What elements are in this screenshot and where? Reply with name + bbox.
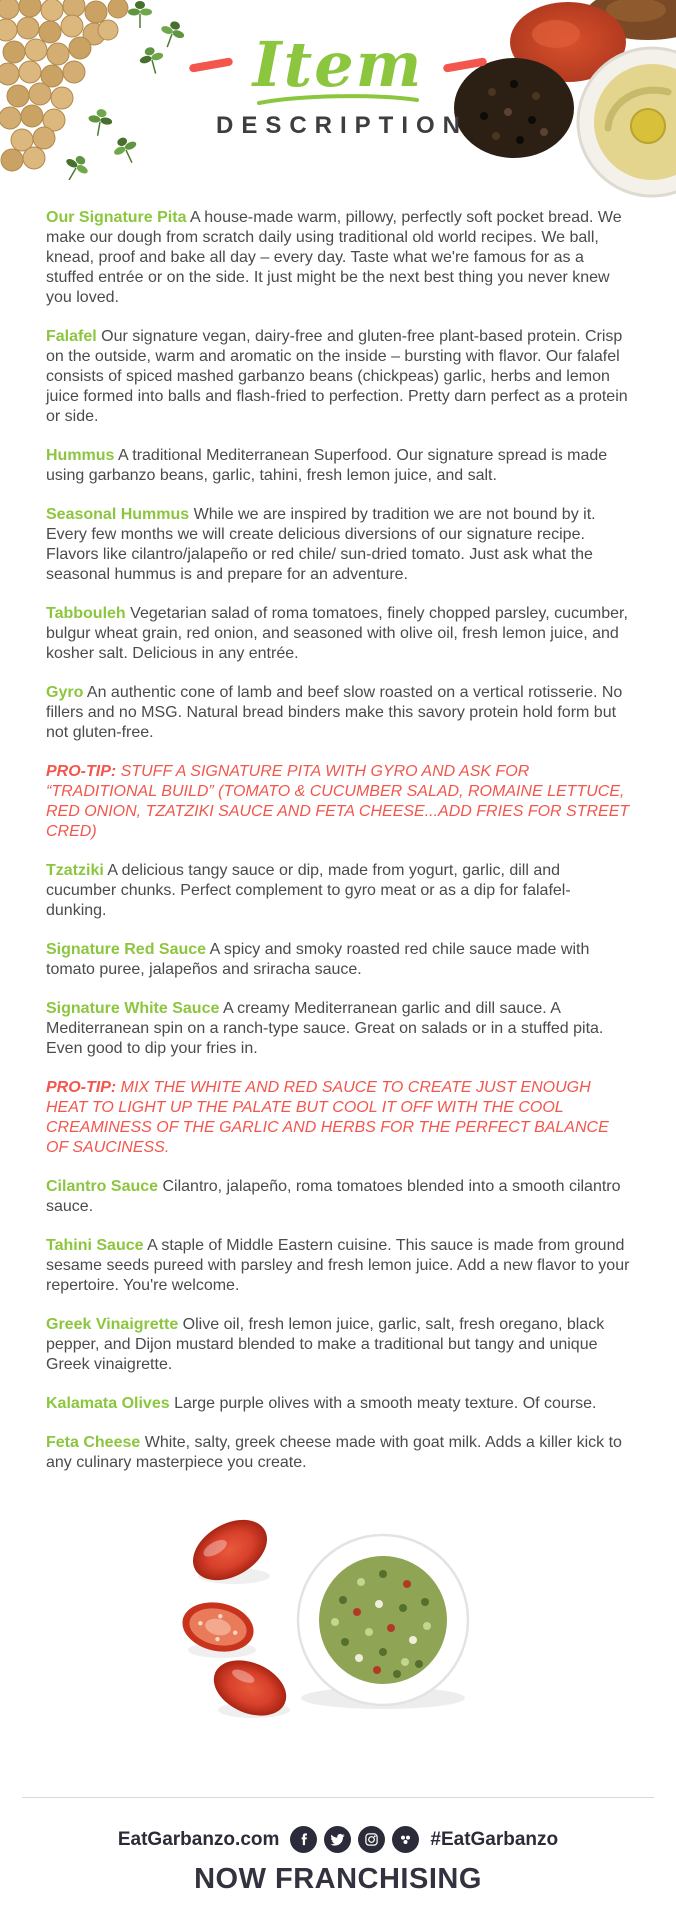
header	[0, 0, 676, 208]
item-description: White, salty, greek cheese made with goat milk. Adds a killer kick to any culinary masterpiece you create.	[46, 1434, 622, 1471]
footer-divider	[22, 1797, 654, 1798]
menu-item	[46, 999, 630, 1059]
item-name: Our Signature Pita	[46, 209, 187, 226]
item-name: Cilantro Sauce	[46, 1178, 159, 1195]
item-description: A traditional Mediterranean Superfood. Our signature spread is made using garbanzo beans, garlic, tahini, fresh lemon juice, and salt.	[46, 447, 608, 484]
item-description: Olive oil, fresh lemon juice, garlic, salt, fresh oregano, black pepper, and Dijon mustard blended to make a traditional but tangy and unique Greek vinaigrette.	[46, 1316, 605, 1373]
menu-item	[46, 327, 630, 427]
item-name: Signature White Sauce	[46, 1000, 220, 1017]
title-block	[0, 28, 676, 140]
item-description: An authentic cone of lamb and beef slow roasted on a vertical rotisserie. No fillers and no MSG. Natural bread binders make this savory protein hold form but not gluten-free.	[46, 684, 623, 741]
item-name: Falafel	[46, 328, 97, 345]
item-description: A staple of Middle Eastern cuisine. This sauce is made from ground sesame seeds pureed with parsley and fresh lemon juice. Add a new flavor to your repertoire. You're welcome.	[46, 1237, 630, 1294]
menu-item	[46, 1394, 630, 1414]
item-name: Feta Cheese	[46, 1434, 141, 1451]
item-description: A house-made warm, pillowy, perfectly soft pocket bread. We make our dough from scratch daily using traditional old world recipes. We ball, knead, proof and bake all day – every day. Taste what we're famous for as a stuffed entrée or on the side. It just might be the next best thing you never knew you loved.	[46, 209, 622, 306]
item-description: Vegetarian salad of roma tomatoes, finely chopped parsley, cucumber, bulgur wheat grain, red onion, and seasoned with olive oil, fresh lemon juice, and kosher salt. Delicious in any entrée.	[46, 605, 628, 662]
menu-item	[46, 683, 630, 743]
menu-item	[46, 1433, 630, 1473]
item-description: A creamy Mediterranean garlic and dill sauce. A Mediterranean spin on a ranch-type sauce. Great on salads or in a stuffed pita. Even good to dip your fries in.	[46, 1000, 604, 1057]
item-description: Our signature vegan, dairy-free and gluten-free plant-based protein. Crisp on the outside, warm and aromatic on the inside – bursting with flavor. Our falafel consists of spiced mashed garbanzo beans (chickpeas) garlic, herbs and lemon juice formed into balls and flash-fried to perfection. Pretty darn perfect as a protein or side.	[46, 328, 628, 425]
menu-item	[46, 940, 630, 980]
item-description: A spicy and smoky roasted red chile sauce made with tomato puree, jalapeños and sriracha sauce.	[46, 941, 590, 978]
menu-item	[46, 1236, 630, 1296]
menu-item	[46, 208, 630, 308]
instagram-icon[interactable]	[358, 1826, 385, 1853]
item-name: Hummus	[46, 447, 115, 464]
hashtag: #EatGarbanzo	[430, 1828, 559, 1850]
social-row	[0, 1826, 676, 1853]
item-description: A delicious tangy sauce or dip, made from yogurt, garlic, dill and cucumber chunks. Perfect complement to gyro meat or as a dip for falafel-dunking.	[46, 862, 571, 919]
pro-tip	[46, 762, 630, 842]
item-list	[0, 208, 676, 1473]
item-name: Seasonal Hummus	[46, 506, 190, 523]
item-description: While we are inspired by tradition we are not bound by it. Every few months we will create delicious diversions of our signature recipe. Flavors like cilantro/jalapeño or red chile/ sun-dried tomato. Just ask what the seasonal hummus is and prepare for an adventure.	[46, 506, 596, 583]
item-description: MIX THE WHITE AND RED SAUCE TO CREATE JUST ENOUGH HEAT TO LIGHT UP THE PALATE BUT COOL IT OFF WITH THE COOL CREAMINESS OF THE GARLIC AND HERBS FOR THE PERFECT BALANCE OF SAUCINESS.	[46, 1079, 609, 1156]
page-title: Item	[252, 28, 424, 101]
menu-item	[46, 1315, 630, 1375]
item-name: Greek Vinaigrette	[46, 1316, 179, 1333]
menu-item	[46, 505, 630, 585]
item-name: PRO-TIP:	[46, 1079, 117, 1096]
footer	[0, 1797, 676, 1920]
dash-right-icon	[443, 57, 488, 73]
franchising-banner: NOW FRANCHISING	[194, 1863, 482, 1895]
salad-bowl	[298, 1535, 468, 1705]
item-name: Tahini Sauce	[46, 1237, 144, 1254]
item-name: Kalamata Olives	[46, 1395, 170, 1412]
item-description: Large purple olives with a smooth meaty texture. Of course.	[169, 1395, 597, 1412]
item-name: Tabbouleh	[46, 605, 126, 622]
menu-item	[46, 861, 630, 921]
tabbouleh-photo	[0, 1492, 676, 1728]
menu-item	[46, 1177, 630, 1217]
page-subtitle: DESCRIPTION	[215, 112, 468, 139]
item-name: Tzatziki	[46, 862, 104, 879]
twitter-icon[interactable]	[324, 1826, 351, 1853]
pro-tip	[46, 1078, 630, 1158]
item-name: PRO-TIP:	[46, 763, 117, 780]
social-icons	[290, 1826, 419, 1853]
item-description: Cilantro, jalapeño, roma tomatoes blended into a smooth cilantro sauce.	[46, 1178, 621, 1215]
facebook-icon[interactable]	[290, 1826, 317, 1853]
menu-item	[46, 446, 630, 486]
item-description: STUFF A SIGNATURE PITA WITH GYRO AND ASK FOR “TRADITIONAL BUILD” (TOMATO & CUCUMBER SALAD, ROMAINE LETTUCE, RED ONION, TZATZIKI SAUCE AND FETA CHEESE...ADD FRIES FOR STREET CRED)	[46, 763, 630, 840]
menu-item	[46, 604, 630, 664]
dash-left-icon	[188, 57, 233, 73]
chickpeas-icon[interactable]	[392, 1826, 419, 1853]
item-name: Gyro	[46, 684, 84, 701]
item-name: Signature Red Sauce	[46, 941, 207, 958]
website-link[interactable]: EatGarbanzo.com	[117, 1828, 280, 1850]
